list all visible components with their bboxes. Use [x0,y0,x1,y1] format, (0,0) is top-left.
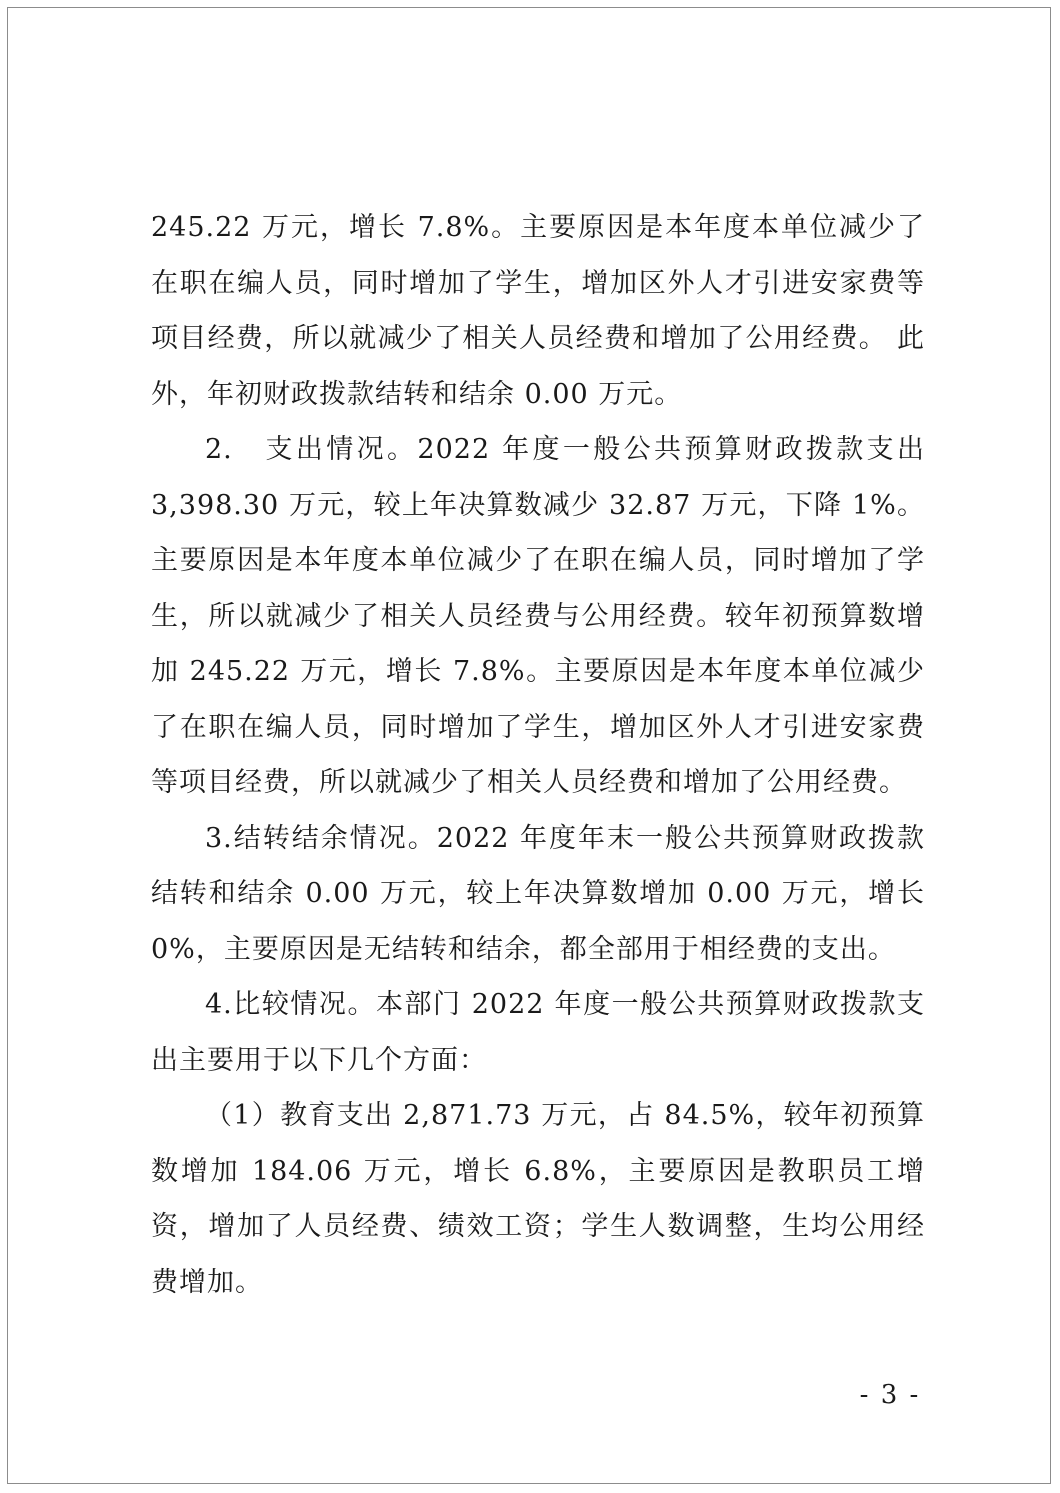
page-number: - 3 - [859,1380,921,1410]
document-body [151,200,925,1310]
paragraph-3-carryover: 3.结转结余情况。2022 年度年末一般公共预算财政拨款结转和结余 0.00 万元，较上年决算数增加 0.00 万元，增长 0%，主要原因是无结转和结余，都全部用于相经费的支出。 [151,822,925,965]
paragraph-2-expenditure: 2. 支出情况。2022 年度一般公共预算财政拨款支出 3,398.30 万元，较上年决算数减少 32.87 万元，下降 1%。主要原因是本年度本单位减少了在职在编人员，同时增加了学生，所以就减少了相关人员经费与公用经费。较年初预算数增加 245.22 万元，增长 7.8%。主要原因是本年度本单位减少了在职在编人员，同时增加了学生，增加区外人才引进安家费等项目经费，所以就减少了相关人员经费和增加了公用经费。 [151,434,925,798]
paragraph-4-comparison: 4.比较情况。本部门 2022 年度一般公共预算财政拨款支出主要用于以下几个方面： [151,989,925,1076]
page-frame [7,7,1051,1484]
paragraph-1: 245.22 万元，增长 7.8%。主要原因是本年度本单位减少了在职在编人员，同时增加了学生，增加区外人才引进安家费等项目经费，所以就减少了相关人员经费和增加了公用经费。 此外，年初财政拨款结转和结余 0.00 万元。 [151,212,925,410]
paragraph-5-education: （1）教育支出 2,871.73 万元，占 84.5%，较年初预算数增加 184.06 万元，增长 6.8%，主要原因是教职员工增资，增加了人员经费、绩效工资；学生人数调整，生均公用经费增加。 [151,1100,925,1298]
